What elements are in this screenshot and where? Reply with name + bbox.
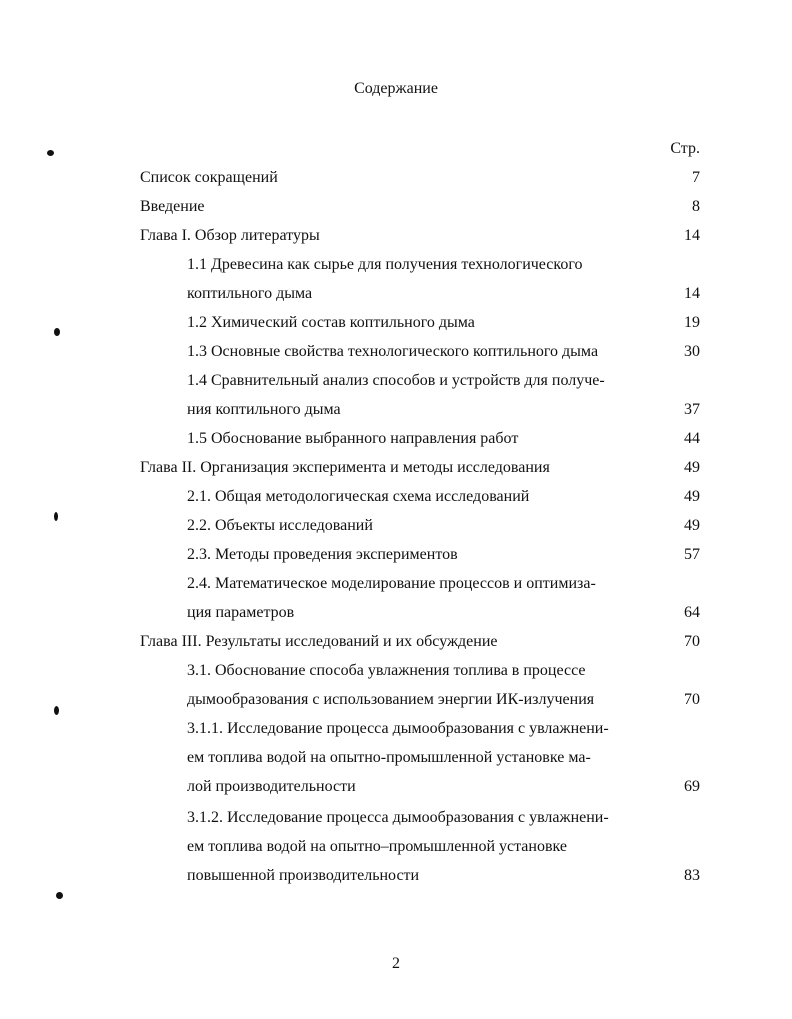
- toc-entry-text: Список сокращений: [140, 169, 278, 186]
- toc-entry-page: 19: [684, 314, 700, 331]
- toc-entry-page: 37: [684, 401, 700, 418]
- toc-entry-text: 2.2. Объекты исследований: [187, 517, 373, 534]
- toc-entry-text: повышенной производительности: [187, 867, 420, 884]
- toc-entry-text: 3.1.2. Исследование процесса дымообразования с увлажнени-: [187, 809, 609, 826]
- toc-entry-text: дымообразования с использованием энергии ИК-излучения: [187, 691, 595, 708]
- toc-entry-text: 2.3. Методы проведения экспериментов: [187, 546, 458, 563]
- toc-entry-text: Глава I. Обзор литературы: [140, 227, 320, 244]
- toc-entry-text: ция параметров: [187, 604, 295, 621]
- toc-entry-text: Глава II. Организация эксперимента и методы исследования: [140, 459, 550, 476]
- page-column-label: Стр.: [670, 140, 700, 157]
- toc-entry-text: коптильного дыма: [187, 285, 313, 302]
- toc-entry-page: 8: [692, 198, 700, 215]
- scan-speck: [47, 150, 54, 156]
- toc-entry-text: 3.1.1. Исследование процесса дымообразования с увлажнени-: [187, 720, 609, 737]
- toc-entry-text: Глава III. Результаты исследований и их обсуждение: [140, 633, 498, 650]
- toc-entry-text: 3.1. Обоснование способа увлажнения топлива в процессе: [187, 662, 586, 679]
- toc-entry-text: 1.1 Древесина как сырье для получения технологического: [187, 256, 583, 273]
- toc-entry-text: 1.2 Химический состав коптильного дыма: [187, 314, 475, 331]
- toc-entry-page: 69: [684, 778, 700, 795]
- toc-entry-text: 1.3 Основные свойства технологического коптильного дыма: [187, 343, 599, 360]
- page-title: Содержание: [354, 80, 438, 97]
- toc-entry-page: 49: [684, 517, 700, 534]
- page-number: 2: [392, 955, 400, 972]
- toc-entry-page: 70: [684, 633, 700, 650]
- toc-entry-text: Введение: [140, 198, 205, 215]
- toc-entry-text: ем топлива водой на опытно–промышленной установке: [187, 838, 567, 855]
- toc-entry-page: 49: [684, 459, 700, 476]
- toc-entry-page: 14: [684, 227, 700, 244]
- toc-entry-text: 1.5 Обоснование выбранного направления работ: [187, 430, 519, 447]
- toc-entry-page: 14: [684, 285, 700, 302]
- scan-speck: [54, 706, 59, 715]
- toc-entry-page: 44: [684, 430, 700, 447]
- toc-entry-text: ния коптильного дыма: [187, 401, 341, 418]
- toc-entry-page: 70: [684, 691, 700, 708]
- toc-entry-page: 30: [684, 343, 700, 360]
- toc-entry-page: 64: [684, 604, 700, 621]
- scan-speck: [54, 328, 60, 336]
- toc-entry-text: лой производительности: [187, 778, 356, 795]
- toc-entry-text: ем топлива водой на опытно-промышленной установке ма-: [187, 749, 591, 766]
- toc-entry-page: 57: [684, 546, 700, 563]
- toc-entry-text: 2.1. Общая методологическая схема исследований: [187, 488, 530, 505]
- scan-speck: [54, 512, 58, 521]
- toc-entry-page: 83: [684, 867, 700, 884]
- toc-entry-page: 49: [684, 488, 700, 505]
- toc-entry-text: 2.4. Математическое моделирование процессов и оптимиза-: [187, 575, 596, 592]
- toc-entry-text: 1.4 Сравнительный анализ способов и устройств для получе-: [187, 372, 605, 389]
- toc-entry-page: 7: [692, 169, 700, 186]
- scan-speck: [56, 892, 63, 899]
